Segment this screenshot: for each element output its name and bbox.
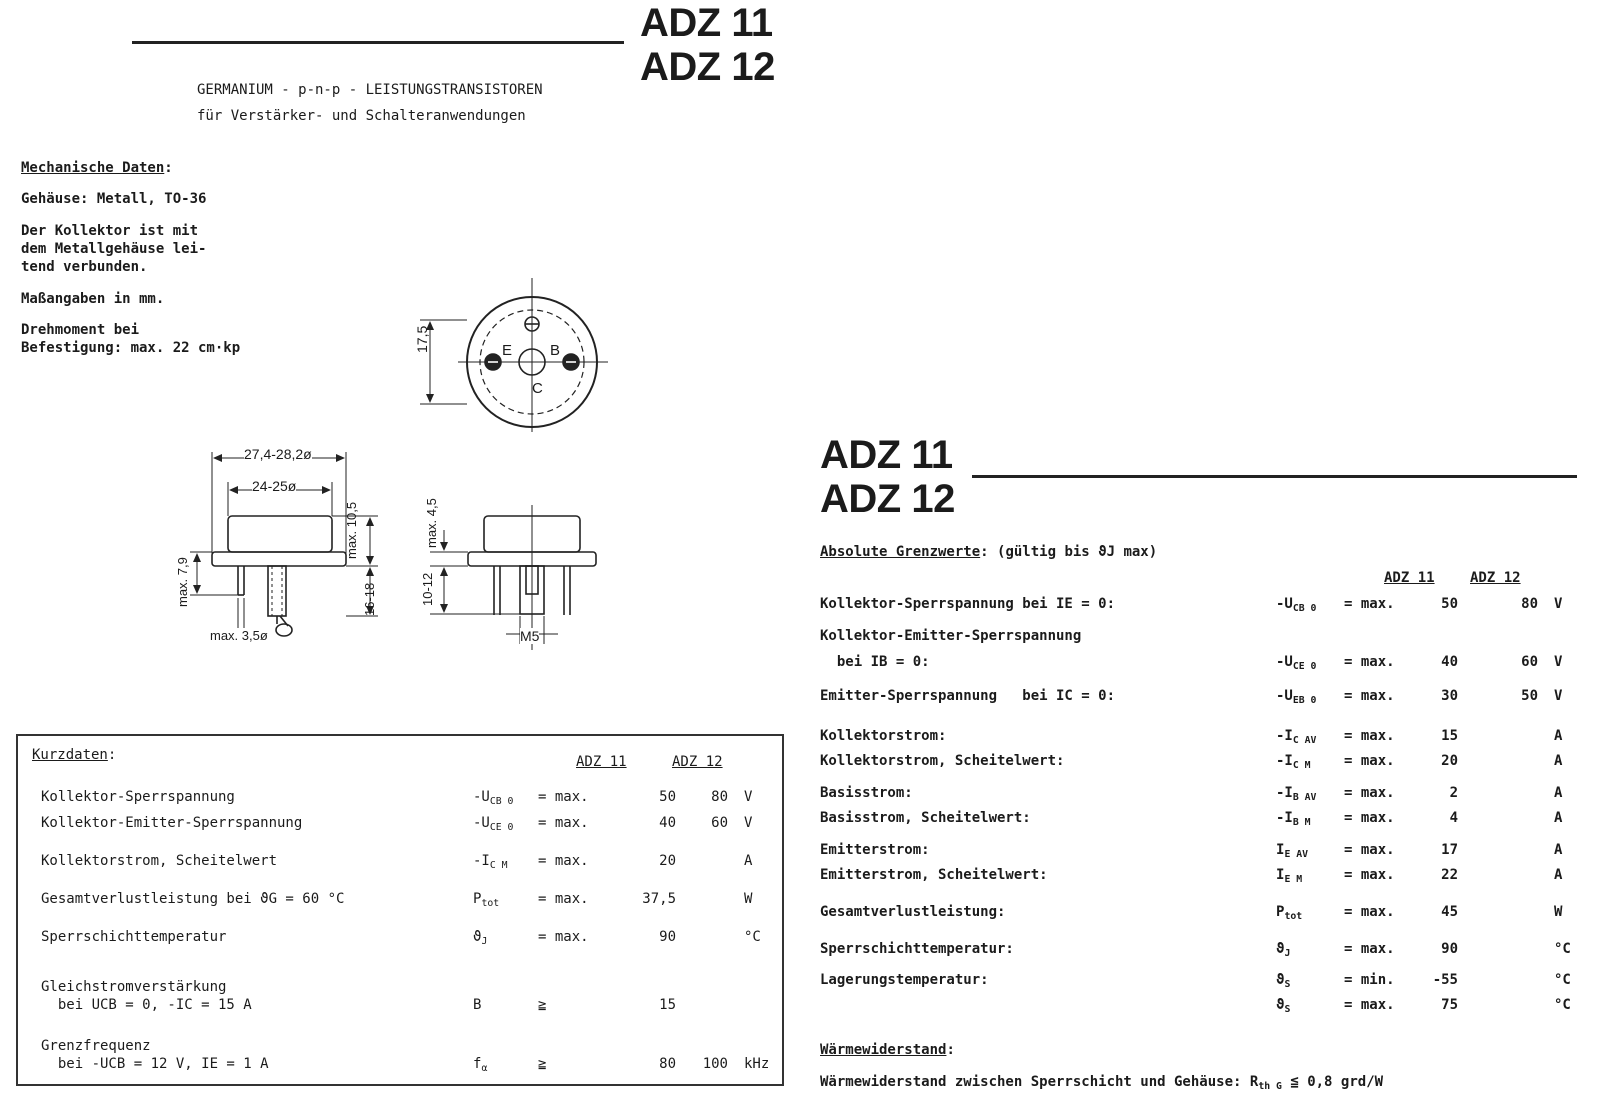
row-relation: = max. [1344, 596, 1395, 612]
row-unit: W [744, 891, 753, 907]
row-symbol-main: -U [473, 789, 490, 805]
row-value-1: 75 [1441, 997, 1458, 1013]
row-symbol-sub: tot [481, 898, 500, 909]
transistor-outline-drawing [0, 0, 800, 700]
row-symbol [1276, 688, 1316, 706]
row-value-1: 45 [1441, 904, 1458, 920]
row-symbol [473, 1056, 487, 1074]
row-label: Kollektorstrom, Scheitelwert: [820, 753, 1065, 769]
row-symbol-sub: C M [489, 860, 508, 871]
kurz-heading: Kurzdaten: [32, 747, 117, 763]
row-label: Kollektor-Sperrspannung bei IE = 0: [820, 596, 1116, 612]
left-subtitle-1: GERMANIUM - p-n-p - LEISTUNGSTRANSISTOREN [197, 82, 543, 98]
row-relation: = max. [1344, 941, 1395, 957]
row-unit: °C [1554, 941, 1571, 957]
right-title-rule [972, 475, 1577, 478]
dim-1618-label: 16-18 [362, 582, 377, 616]
dim-274-label: 27,4-28,2ø [244, 446, 312, 462]
kurz-col-adz11: ADZ 11 [576, 754, 627, 770]
left-subtitle-2: für Verstärker- und Schalteranwendungen [197, 108, 526, 124]
row-value-2: 50 [1521, 688, 1538, 704]
row-symbol [473, 891, 499, 909]
pin-c-label: C [532, 380, 543, 397]
row-relation: = max. [538, 853, 589, 869]
row-unit: V [1554, 654, 1563, 670]
row-symbol-sub: S [1284, 979, 1291, 990]
row-value-1: 80 [659, 1056, 676, 1072]
mech-line-5: Maßangaben in mm. [21, 291, 165, 307]
row-symbol-main: ϑ [473, 929, 482, 945]
row-label: Kollektorstrom, Scheitelwert [41, 853, 278, 869]
row-unit: V [1554, 596, 1563, 612]
row-symbol-sub: CE 0 [489, 822, 514, 833]
row-value-1: 50 [1441, 596, 1458, 612]
row-symbol-main: P [1276, 904, 1285, 920]
row-relation: = max. [1344, 904, 1395, 920]
row-label: Kollektorstrom: [820, 728, 947, 744]
row-unit: V [744, 815, 753, 831]
therm-line: Wärmewiderstand zwischen Sperrschicht und Gehäuse: $R_{th G}$ ≦ 0,8 grd/W [820, 1074, 1384, 1092]
row-unit: A [744, 853, 753, 869]
mech-heading: Mechanische Daten: [21, 160, 173, 176]
row-relation: = max. [1344, 654, 1395, 670]
row-symbol-sub: C AV [1292, 735, 1317, 746]
abs-col-adz12: ADZ 12 [1470, 570, 1521, 586]
dim-79-label: max. 7,9 [175, 557, 190, 607]
row-value-1: -55 [1432, 972, 1458, 988]
row-symbol-sub: tot [1284, 911, 1303, 922]
mech-line-2: Der Kollektor ist mit [21, 223, 199, 239]
row-symbol-sub: CE 0 [1292, 661, 1317, 672]
row-relation: = max. [1344, 867, 1395, 883]
mech-line-1: Gehäuse: Metall, TO-36 [21, 191, 207, 207]
row-relation: = max. [1344, 688, 1395, 704]
row-unit: °C [744, 929, 761, 945]
row-symbol [1276, 753, 1311, 771]
row-symbol [473, 789, 513, 807]
row-unit: A [1554, 842, 1563, 858]
row-value-1: 90 [659, 929, 676, 945]
row-value-1: 30 [1441, 688, 1458, 704]
row-label: Gleichstromverstärkung [41, 979, 227, 995]
mech-line-3: dem Metallgehäuse lei- [21, 241, 207, 257]
row-value-1: 40 [659, 815, 676, 831]
row-relation: ≧ [538, 1056, 547, 1072]
row-symbol [473, 853, 508, 871]
row-label: Gesamtverlustleistung: [820, 904, 1006, 920]
dim-17-5-label: 17,5 [414, 325, 430, 353]
row-symbol [1276, 941, 1290, 959]
row-symbol-main: ϑ [1276, 997, 1285, 1013]
row-symbol-main: -U [473, 815, 490, 831]
row-relation: = max. [1344, 842, 1395, 858]
row-label: Emitterstrom: [820, 842, 930, 858]
kurz-col-adz12: ADZ 12 [672, 754, 723, 770]
row-symbol-sub: E M [1284, 874, 1303, 885]
row-symbol-main: I [1276, 867, 1285, 883]
row-symbol [1276, 867, 1302, 885]
therm-value: ≦ 0,8 grd/W [1290, 1074, 1384, 1090]
row-value-1: 20 [1441, 753, 1458, 769]
row-label: bei UCB = 0, -IC = 15 A [41, 997, 252, 1013]
row-unit: kHz [744, 1056, 770, 1072]
row-symbol-sub: S [1284, 1004, 1291, 1015]
row-symbol-sub: E AV [1284, 849, 1309, 860]
row-label: Basisstrom: [820, 785, 913, 801]
row-unit: °C [1554, 972, 1571, 988]
row-value-2: 60 [711, 815, 728, 831]
top-view [420, 278, 608, 432]
row-label: Gesamtverlustleistung bei ϑG = 60 °C [41, 891, 345, 907]
row-label: Kollektor-Sperrspannung [41, 789, 235, 805]
abs-col-adz11: ADZ 11 [1384, 570, 1435, 586]
row-symbol-main: -U [1276, 654, 1293, 670]
row-value-1: 37,5 [642, 891, 676, 907]
row-value-2: 80 [711, 789, 728, 805]
row-label: bei IB = 0: [820, 654, 930, 670]
row-unit: V [744, 789, 753, 805]
row-unit: A [1554, 867, 1563, 883]
row-value-1: 20 [659, 853, 676, 869]
dim-24-label: 24-25ø [252, 478, 297, 494]
row-relation: = max. [538, 815, 589, 831]
row-label: Lagerungstemperatur: [820, 972, 989, 988]
row-symbol [473, 997, 481, 1015]
row-label: Basisstrom, Scheitelwert: [820, 810, 1031, 826]
row-relation: = max. [1344, 753, 1395, 769]
row-label: Sperrschichttemperatur [41, 929, 227, 945]
row-value-1: 17 [1441, 842, 1458, 858]
left-title-adz11: ADZ 11 [640, 1, 773, 45]
row-symbol-main: P [473, 891, 482, 907]
row-relation: = max. [1344, 785, 1395, 801]
pin-e-label: E [502, 342, 513, 359]
row-value-2: 100 [702, 1056, 728, 1072]
row-symbol [1276, 842, 1308, 860]
pin-b-label: B [550, 342, 561, 359]
row-value-1: 22 [1441, 867, 1458, 883]
row-relation: = max. [538, 929, 589, 945]
row-value-1: 50 [659, 789, 676, 805]
row-value-1: 90 [1441, 941, 1458, 957]
row-symbol-main: ϑ [1276, 972, 1285, 988]
row-relation: = max. [538, 789, 589, 805]
row-value-1: 4 [1449, 810, 1458, 826]
row-label: Emitterstrom, Scheitelwert: [820, 867, 1048, 883]
row-relation: = min. [1344, 972, 1395, 988]
row-label: bei -UCB = 12 V, IE = 1 A [41, 1056, 269, 1072]
mech-line-6: Drehmoment bei [21, 322, 140, 338]
row-symbol [473, 929, 487, 947]
row-symbol [1276, 904, 1302, 922]
row-symbol-main: I [1276, 842, 1285, 858]
right-title-adz11: ADZ 11 [820, 433, 953, 477]
row-symbol-main: -U [1276, 688, 1293, 704]
row-label: Emitter-Sperrspannung bei IC = 0: [820, 688, 1116, 704]
row-unit: A [1554, 728, 1563, 744]
dim-45-label: max. 4,5 [424, 498, 439, 548]
row-value-2: 80 [1521, 596, 1538, 612]
row-symbol-main: ϑ [1276, 941, 1285, 957]
row-symbol [1276, 810, 1311, 828]
dim-m5-label: M5 [520, 628, 540, 644]
row-symbol-sub: B M [1292, 817, 1311, 828]
row-symbol-main: -I [1276, 753, 1293, 769]
left-title-adz12: ADZ 12 [640, 45, 775, 89]
therm-heading: Wärmewiderstand: [820, 1042, 955, 1058]
row-symbol-sub: J [1284, 948, 1291, 959]
row-unit: °C [1554, 997, 1571, 1013]
row-unit: A [1554, 810, 1563, 826]
row-value-1: 2 [1449, 785, 1458, 801]
row-relation: = max. [1344, 810, 1395, 826]
row-label: Kollektor-Emitter-Sperrspannung [820, 628, 1082, 644]
row-symbol [1276, 785, 1316, 803]
row-unit: A [1554, 753, 1563, 769]
row-value-2: 60 [1521, 654, 1538, 670]
row-symbol [1276, 997, 1290, 1015]
row-symbol-sub: CB 0 [1292, 603, 1317, 614]
row-value-1: 15 [659, 997, 676, 1013]
row-symbol [1276, 972, 1290, 990]
row-symbol-sub: B AV [1292, 792, 1317, 803]
row-symbol-main: -I [1276, 810, 1293, 826]
kurzdaten-box [16, 734, 784, 1086]
therm-symbol: R [1249, 1074, 1259, 1090]
row-relation: = max. [1344, 728, 1395, 744]
row-relation: ≧ [538, 997, 547, 1013]
dim-1012-label: 10-12 [420, 572, 435, 606]
row-label: Sperrschichttemperatur: [820, 941, 1014, 957]
row-label: Grenzfrequenz [41, 1038, 151, 1054]
row-symbol-sub: J [481, 936, 488, 947]
row-symbol-sub: α [481, 1063, 488, 1074]
row-symbol-main: f [473, 1056, 482, 1072]
row-value-1: 40 [1441, 654, 1458, 670]
dim-105-label: max. 10,5 [344, 501, 359, 559]
mech-line-7: Befestigung: max. 22 cm·kp [21, 340, 241, 356]
row-symbol-sub: C M [1292, 760, 1311, 771]
row-unit: A [1554, 785, 1563, 801]
row-symbol-main: -U [1276, 596, 1293, 612]
side-view-right [430, 505, 596, 650]
row-symbol-sub: CB 0 [489, 796, 514, 807]
row-symbol [473, 815, 513, 833]
row-symbol [1276, 654, 1316, 672]
row-relation: = max. [1344, 997, 1395, 1013]
row-unit: V [1554, 688, 1563, 704]
row-label: Kollektor-Emitter-Sperrspannung [41, 815, 303, 831]
row-value-1: 15 [1441, 728, 1458, 744]
row-symbol-main: -I [473, 853, 490, 869]
right-title-adz12: ADZ 12 [820, 477, 955, 521]
row-symbol-main: -I [1276, 728, 1293, 744]
row-symbol [1276, 728, 1316, 746]
row-symbol-main: -I [1276, 785, 1293, 801]
row-symbol-sub: EB 0 [1292, 695, 1317, 706]
mech-line-4: tend verbunden. [21, 259, 148, 275]
row-relation: = max. [538, 891, 589, 907]
therm-symbol-sub: th G [1258, 1081, 1282, 1092]
row-symbol-main: B [473, 997, 482, 1013]
abs-heading: Absolute Grenzwerte: (gültig bis ϑJ max) [820, 544, 1158, 560]
dim-35-label: max. 3,5ø [210, 628, 268, 643]
row-symbol [1276, 596, 1316, 614]
row-unit: W [1554, 904, 1563, 920]
